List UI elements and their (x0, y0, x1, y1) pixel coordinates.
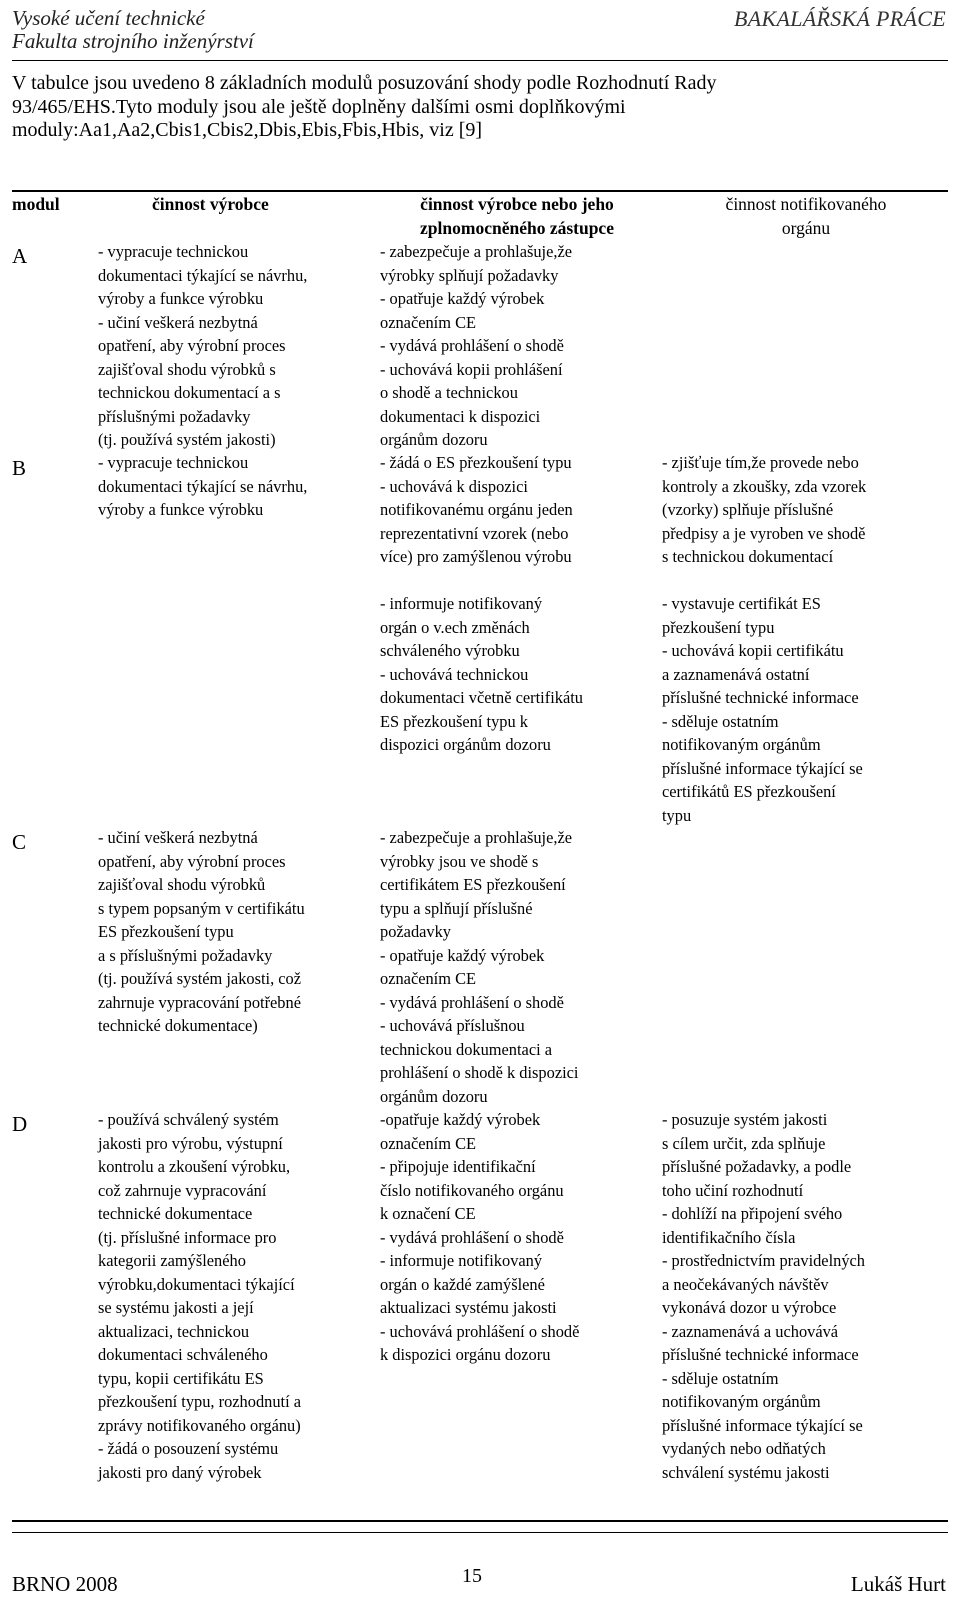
header-divider (12, 60, 948, 61)
intro-line-3: moduly:Aa1,Aa2,Cbis1,Cbis2,Dbis,Ebis,Fbis,Hbis, viz [9] (12, 119, 483, 141)
document-type: BAKALÁŘSKÁ PRÁCE (734, 6, 946, 31)
header-zastupce: činnost výrobce nebo jeho zplnomocněného zástupce (420, 194, 614, 238)
footer-author: Lukáš Hurt (850, 1572, 946, 1596)
page-number: 15 (462, 1565, 482, 1587)
intro-line-2: 93/465/EHS.Tyto moduly jsou ale ještě doplněny dalšími osmi doplňkovými (12, 95, 626, 118)
module-label: A (12, 244, 28, 268)
row-a-zastupce: - zabezpečuje a prohlašuje,že výrobky splňují požadavky - opatřuje každý výrobek označením CE - vydává prohlášení o shodě - uchovává kopii prohlášení o shodě a technickou dokumentaci k dispozici orgánům dozoru (380, 242, 573, 449)
faculty-name: Fakulta strojního inženýrství (12, 29, 254, 53)
row-d-organ: - posuzuje systém jakosti s cílem určit, zda splňuje příslušné požadavky, a podle toho učiní rozhodnutí - dohlíží na připojení svého identifikačního čísla - prostřednictvím pravidelných a neočekávaných návštěv vykonává dozor u výrobce - zaznamenává a uchovává příslušné technické informace - sděluje ostatním notifikovaným orgánům příslušné informace týkající se vydaných nebo odňatých schválení systému jakosti (662, 1110, 866, 1482)
footer-divider (12, 1532, 948, 1533)
modules-table (0, 192, 960, 1522)
row-b2-organ: - vystavuje certifikát ES přezkoušení typu - uchovává kopii certifikátu a zaznamenává ostatní příslušné technické informace - sděluje ostatním notifikovaným orgánům příslušné informace týkající se certifikátů ES přezkoušení typu (662, 594, 863, 825)
row-b2-zastupce: - informuje notifikovaný orgán o v.ech změnách schváleného výrobku - uchovává technickou dokumentaci včetně certifikátu ES přezkoušení typu k dispozici orgánům dozoru (380, 594, 583, 754)
row-b-zastupce: - žádá o ES přezkoušení typu - uchovává k dispozici notifikovanému orgánu jeden reprezentativní vzorek (nebo více) pro zamýšlenou výrobu (380, 453, 573, 566)
row-d-zastupce: -opatřuje každý výrobek označením CE - připojuje identifikační číslo notifikovaného orgánu k označení CE - vydává prohlášení o shodě - informuje notifikovaný orgán o každé zamýšlené aktualizaci systému jakosti - uchovává prohlášení o shodě k dispozici orgánu dozoru (380, 1110, 580, 1364)
table-bottom-rule (12, 1520, 948, 1522)
header-vyrobce: činnost výrobce (152, 194, 269, 214)
row-d-vyrobce: - používá schválený systém jakosti pro výrobu, výstupní kontrolu a zkoušení výrobku, což zahrnuje vypracování technické dokumentace (tj. příslušné informace pro kategorii zamýšleného výrobku,dokumentaci týkající se systému jakosti a její aktualizaci, technickou dokumentaci schváleného typu, kopii certifikátu ES přezkoušení typu, rozhodnutí a zprávy notifikovaného orgánu) - žádá o posouzení systému jakosti pro daný výrobek (98, 1110, 302, 1482)
row-b-vyrobce: - vypracuje technickou dokumentaci týkající se návrhu, výroby a funkce výrobku (98, 453, 308, 519)
row-a-vyrobce: - vypracuje technickou dokumentaci týkající se návrhu, výroby a funkce výrobku - učiní veškerá nezbytná opatření, aby výrobní proces zajišťoval shodu výrobků s technickou dokumentací a s příslušnými požadavky (tj. používá systém jakosti) (98, 242, 308, 449)
intro-line-1: V tabulce jsou uvedeno 8 základních modulů posuzování shody podle Rozhodnutí Rady (12, 72, 717, 94)
module-label: C (12, 830, 27, 854)
header-organ: činnost notifikovaného orgánu (725, 194, 887, 238)
school-name: Vysoké učení technické (12, 6, 205, 30)
row-c-vyrobce: - učiní veškerá nezbytná opatření, aby výrobní proces zajišťoval shodu výrobků s typem popsaným v certifikátu ES přezkoušení typu a s příslušnými požadavky (tj. používá systém jakosti, což zahrnuje vypracování potřebné technické dokumentace) (98, 828, 305, 1035)
row-b-organ: - zjišťuje tím,že provede nebo kontroly a zkoušky, zda vzorek (vzorky) splňuje příslušné předpisy a je vyroben ve shodě s technickou dokumentací (662, 453, 867, 566)
module-label: B (12, 456, 27, 480)
module-label: D (12, 1112, 28, 1136)
footer-city-year: BRNO 2008 (12, 1572, 118, 1596)
header-modul: modul (12, 194, 60, 214)
intro-paragraph (12, 72, 942, 143)
row-c-zastupce: - zabezpečuje a prohlašuje,že výrobky jsou ve shodě s certifikátem ES přezkoušení typu a splňují příslušné požadavky - opatřuje každý výrobek označením CE - vydává prohlášení o shodě - uchovává příslušnou technickou dokumentaci a prohlášení o shodě k dispozici orgánům dozoru (380, 828, 579, 1106)
header-school (12, 7, 254, 53)
